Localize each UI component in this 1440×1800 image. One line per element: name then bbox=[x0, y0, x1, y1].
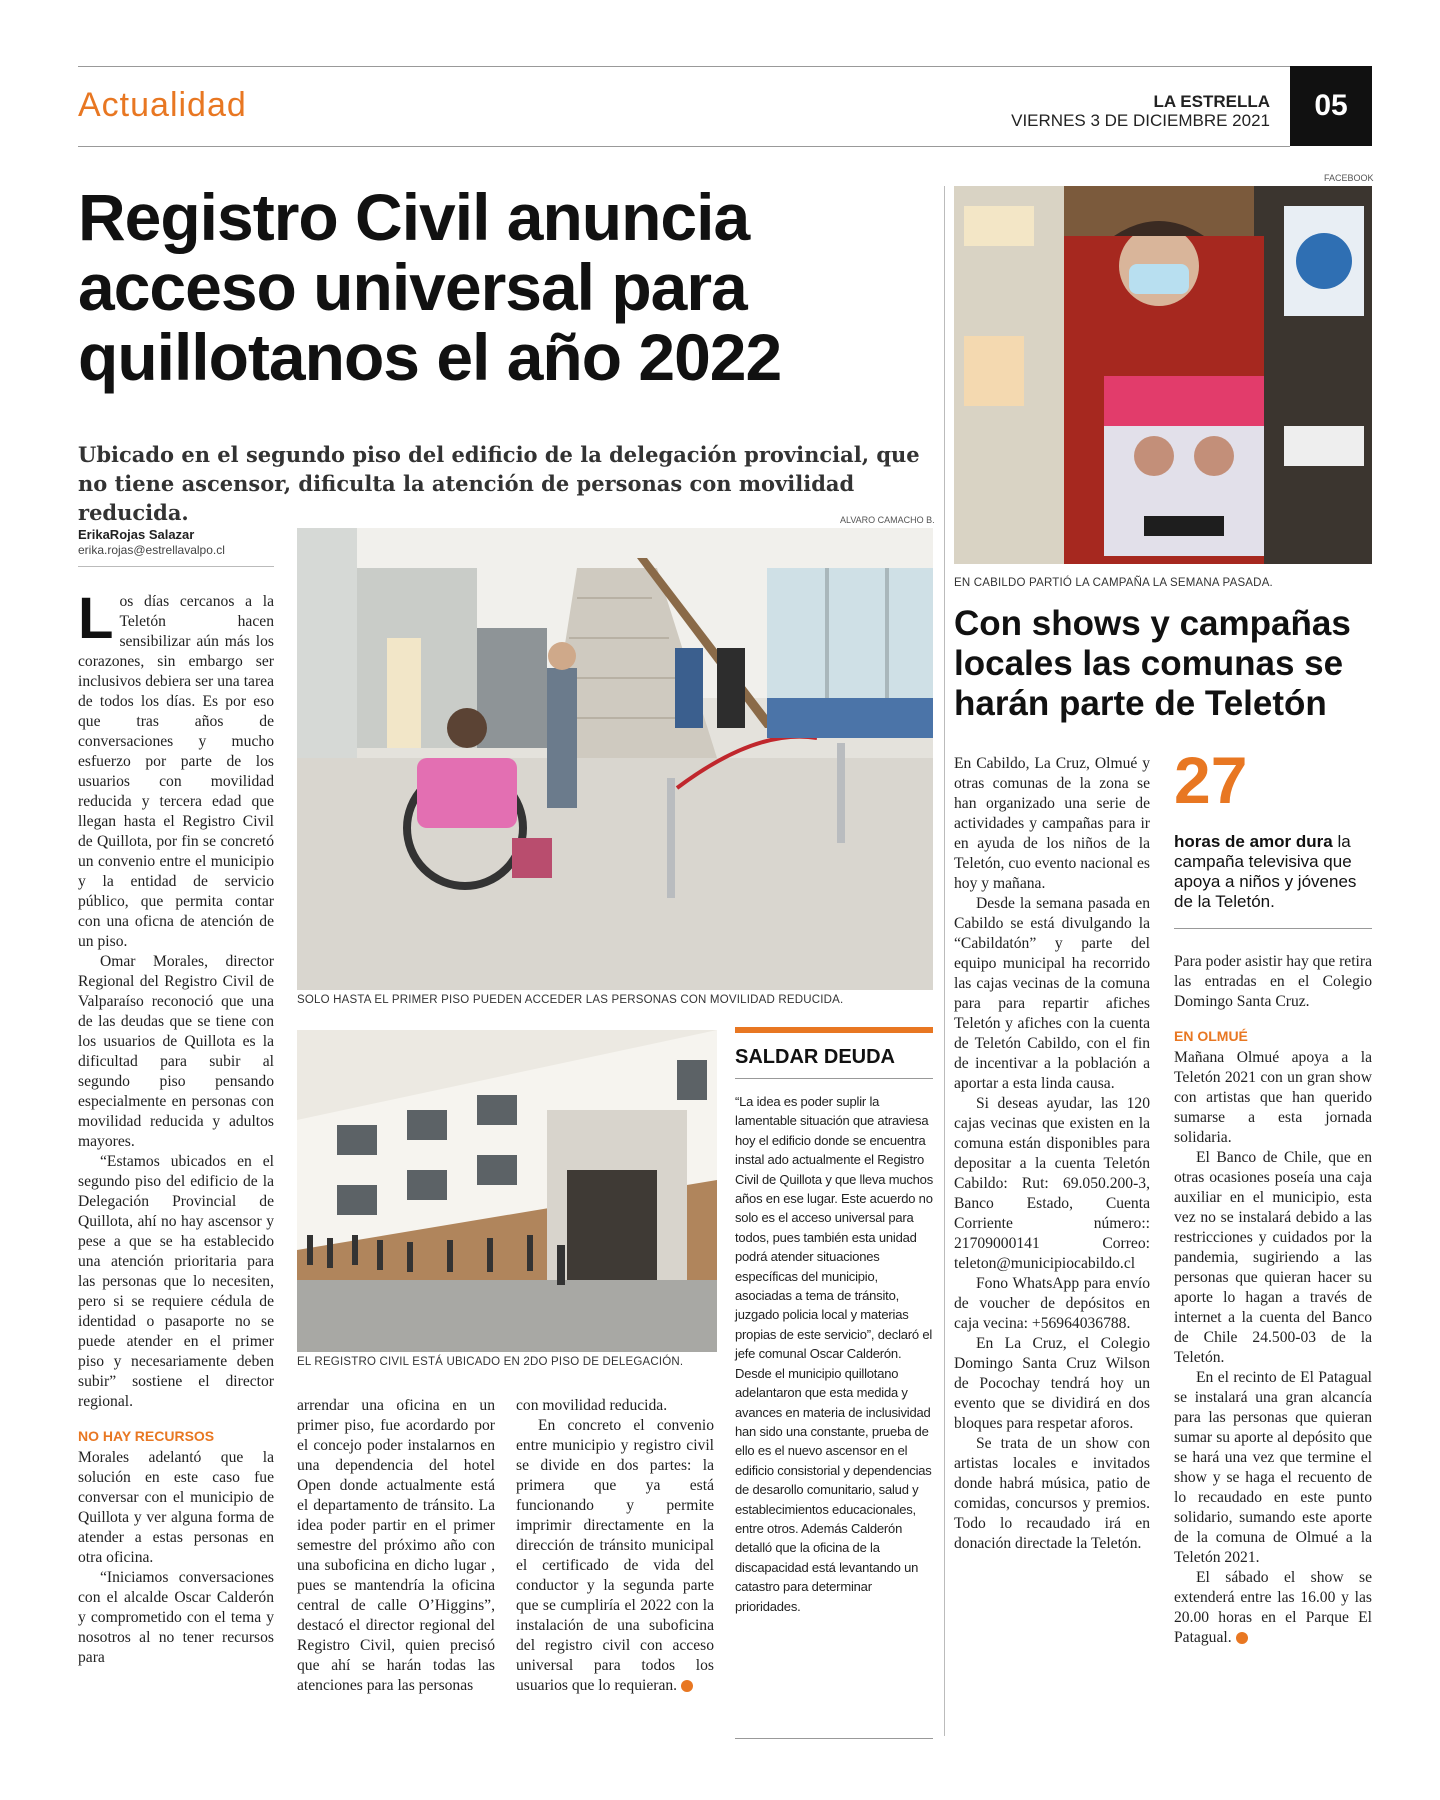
sidebar-accent-bar bbox=[735, 1027, 933, 1033]
main-col1-p2: Omar Morales, director Regional del Registro Civil de Valparaíso reconoció que una de las deudas que se tiene con los usuarios de Quillota es la dificultad para subir al segundo piso pensando especialmente en personas con movilidad reducida y adultos mayores. bbox=[78, 953, 274, 1150]
second-headline: Con shows y campañas locales las comunas se harán parte de Teletón bbox=[954, 604, 1351, 723]
callout-rule bbox=[1174, 928, 1372, 929]
second-col1-p1: En Cabildo, La Cruz, Olmué y otras comunas de la zona se han organizado una serie de actividades y campañas para ir en ayuda de los niños de la Teletón, cuo evento nacional es hoy y mañana. bbox=[954, 755, 1150, 892]
column-divider bbox=[944, 186, 945, 1736]
photo-delegacion-exterior bbox=[297, 1030, 717, 1352]
main-col1-p1: os días cercanos a la Teletón hacen sensibilizar aún más los corazones, sin embargo ser inclusivos debiera ser una tarea de todos los días. Es por eso que tras años de conversaciones y mucho esfuerzo por parte de los usuarios con movilidad reducida y tercera edad que llegan hasta el Registro Civil de Quillota, por fin se concretó un convenio entre el municipio y la entidad de servicio público, que permita contar con una oficna de atención de un piso. bbox=[78, 593, 274, 950]
end-mark-icon bbox=[1236, 1632, 1248, 1644]
masthead bbox=[1011, 92, 1270, 130]
author-email[interactable]: erika.rojas@estrellavalpo.cl bbox=[78, 543, 225, 557]
second-col2-p2: Mañana Olmué apoya a la Teletón 2021 con un gran show con artistas que han querido sumarse a esta jornada solidaria. bbox=[1174, 1049, 1372, 1146]
paper-name: LA ESTRELLA bbox=[1153, 92, 1270, 111]
main-col2-p1: arrendar una oficina en un primer piso, fue acordardo por el concejo poder instalarnos en una dependencia del hotel Open donde actualmente está el departamento de tránsito. La idea poder partir en el primer semestre del próximo año con una suboficina en dicho lugar , pues se mantendría la oficina central de calle O’Higgins”, destacó el director regional del Registro Civil, quien precisó que ahí se harán todas las atenciones para las personas bbox=[297, 1397, 495, 1694]
issue-date: VIERNES 3 DE DICIEMBRE 2021 bbox=[1011, 111, 1270, 130]
sidebar-text: “La idea es poder suplir la lamentable situación que atraviesa hoy el edificio donde se encuentra instal ado actualmente el Registro Civil de Quillota y que lleva muchos años en ese lugar. Este acuerdo no solo es el acceso universal para todos, pues también esta unidad podrá atender situaciones específicas del municipio, asociadas a tema de tránsito, juzgado policia local y materias propias de este servicio”, declaró el jefe comunal Oscar Calderón. Desde el municipio quillotano adelantaron que esta medida y avances en materia de inclusividad han sido una constante, prueba de ello es el nuevo ascensor en el edificio consistorial y dependencias de desarollo comunitario, salud y establecimientos educacionales, entre otros. Además Calderón detalló que la oficina de la discapacidad está levantando un catastro para determinar prioridades. bbox=[735, 1094, 934, 1614]
drop-cap: L bbox=[78, 586, 114, 651]
big-number: 27 bbox=[1174, 743, 1248, 817]
photo3-caption: EN CABILDO PARTIÓ LA CAMPAÑA LA SEMANA PASADA. bbox=[954, 577, 1273, 589]
subhead-en-olmue: EN OLMUÉ bbox=[1174, 1028, 1248, 1044]
second-col1-p2: Desde la semana pasada en Cabildo se está divulgando la “Cabildatón” y parte del equipo municipal ha recorrido las cajas vecinas de la comuna para para repartir afiches Teletón y afiches con la cuenta de Teletón Cabildo, con el fin de incentivar a la población a aportar a esta linda causa. bbox=[954, 895, 1150, 1092]
sidebar-title-rule bbox=[735, 1078, 933, 1079]
sidebar-title: SALDAR DEUDA bbox=[735, 1046, 895, 1068]
photo-teleton-campaign bbox=[954, 186, 1372, 564]
end-mark-icon bbox=[681, 1680, 693, 1692]
second-col1-p6: Se trata de un show con artistas locales e invitados donde habrá música, patio de comidas, concursos y premios. Todo lo recaudado irá en donación directade la Teletón. bbox=[954, 1435, 1150, 1552]
author-name: ErikaRojas Salazar bbox=[78, 527, 195, 542]
second-col1-p3: Si deseas ayudar, las 120 cajas vecinas que existen en la comuna están disponibles para depositar a la cuenta Teletón Cabildo: Rut: 69.050.200-3, Banco Estado, Cuenta Corriente número:: 21709000141 Correo: teleton@municipiocabildo.cl bbox=[954, 1095, 1150, 1272]
second-col1-p5: En La Cruz, el Colegio Domingo Santa Cruz Wilson de Pocochay tendrá hoy un evento que se dividirá en dos bloques para respetar aforos. bbox=[954, 1335, 1150, 1432]
main-col1-p4: Morales adelantó que la solución en este caso fue conversar con el municipio de Quillota y ver alguna forma de atender a estas personas en otra oficina. bbox=[78, 1449, 274, 1566]
second-col2-p3: El Banco de Chile, que en otras ocasiones poseía una caja auxiliar en el municipio, esta vez no se instalará debido a las restricciones y cuidados por la pandemia, sugiriendo a las personas que quieran hacer su aporte lo hagan a través de internet a la cuenta del Banco de Chile 24.500-03 de la Teletón. bbox=[1174, 1149, 1372, 1366]
main-col3-p2: En concreto el convenio entre municipio y registro civil se divide en dos partes: la primera que ya está funcionando y permite imprimir directamente en la dirección de tránsito municipal el certificado de vida del conductor y la segunda parte que se cumpliría el 2022 con la instalación de una suboficina del registro civil con acceso universal para todos los usuarios que lo requieran. bbox=[516, 1417, 714, 1694]
main-dek: Ubicado en el segundo piso del edificio de la delegación provincial, que no tiene ascensor, dificulta la atención de personas con movilidad reducida. bbox=[78, 442, 920, 525]
photo-registro-interior bbox=[297, 528, 933, 990]
main-article-column-2 bbox=[297, 1396, 495, 1696]
header-bottom-rule bbox=[78, 146, 1290, 147]
second-col2-p1: Para poder asistir hay que retira las entradas en el Colegio Domingo Santa Cruz. bbox=[1174, 953, 1372, 1010]
photo1-caption: SOLO HASTA EL PRIMER PISO PUEDEN ACCEDER LAS PERSONAS CON MOVILIDAD REDUCIDA. bbox=[297, 994, 844, 1006]
top-rule bbox=[78, 66, 1372, 67]
main-article-column-3 bbox=[516, 1396, 714, 1696]
subhead-no-hay-recursos: NO HAY RECURSOS bbox=[78, 1428, 215, 1444]
byline-rule bbox=[78, 566, 274, 567]
section-label: Actualidad bbox=[78, 86, 247, 124]
photo1-credit: ALVARO CAMACHO B. bbox=[840, 515, 935, 525]
sidebar-bottom-rule bbox=[735, 1738, 933, 1739]
second-col1-p4: Fono WhatsApp para envío de voucher de depósitos en caja vecina: +56964036788. bbox=[954, 1275, 1150, 1332]
big-number-text bbox=[1174, 832, 1374, 912]
main-article-column-1 bbox=[78, 586, 274, 1668]
main-col1-p5: “Iniciamos conversaciones con el alcalde Oscar Calderón y comprometido con el tema y nosotros al no tener recursos para bbox=[78, 1569, 274, 1666]
big-number-bold: horas de amor dura bbox=[1174, 832, 1333, 851]
big-number-rest: la campaña televisiva que apoya a niños y jóvenes de la Teletón. bbox=[1174, 832, 1357, 911]
main-col3-p1: con movilidad reducida. bbox=[516, 1397, 668, 1414]
photo3-credit: FACEBOOK bbox=[1324, 173, 1374, 183]
second-col2-p5: El sábado el show se extenderá entre las 16.00 y las 20.00 horas en el Parque El Patagual. bbox=[1174, 1569, 1372, 1646]
second-col2-p4: En el recinto de El Patagual se instalará una gran alcancía para las personas que quieran sumar su aporte al depósito que se hará una vez que termine el show y se haga el recuento de lo recaudado en este punto solidario, sumando este aporte de la comuna de Olmué a la Teletón 2021. bbox=[1174, 1369, 1372, 1566]
second-article-column-1 bbox=[954, 754, 1150, 1554]
main-col1-p3: “Estamos ubicados en el segundo piso del edificio de la Delegación Provincial de Quillota, ahí no hay ascensor y pese a que se ha establecido una atención prioritaria para las personas que lo necesiten, pero si se requiere cédula de identidad o pasaporte no se puede atender en el primer piso y necesariamente deben subir” sostiene el director regional. bbox=[78, 1153, 274, 1410]
photo2-caption: EL REGISTRO CIVIL ESTÁ UBICADO EN 2DO PISO DE DELEGACIÓN. bbox=[297, 1356, 684, 1368]
second-article-column-2 bbox=[1174, 952, 1372, 1648]
page-number: 05 bbox=[1290, 66, 1372, 146]
main-headline: Registro Civil anuncia acceso universal para quillotanos el año 2022 bbox=[78, 180, 782, 394]
